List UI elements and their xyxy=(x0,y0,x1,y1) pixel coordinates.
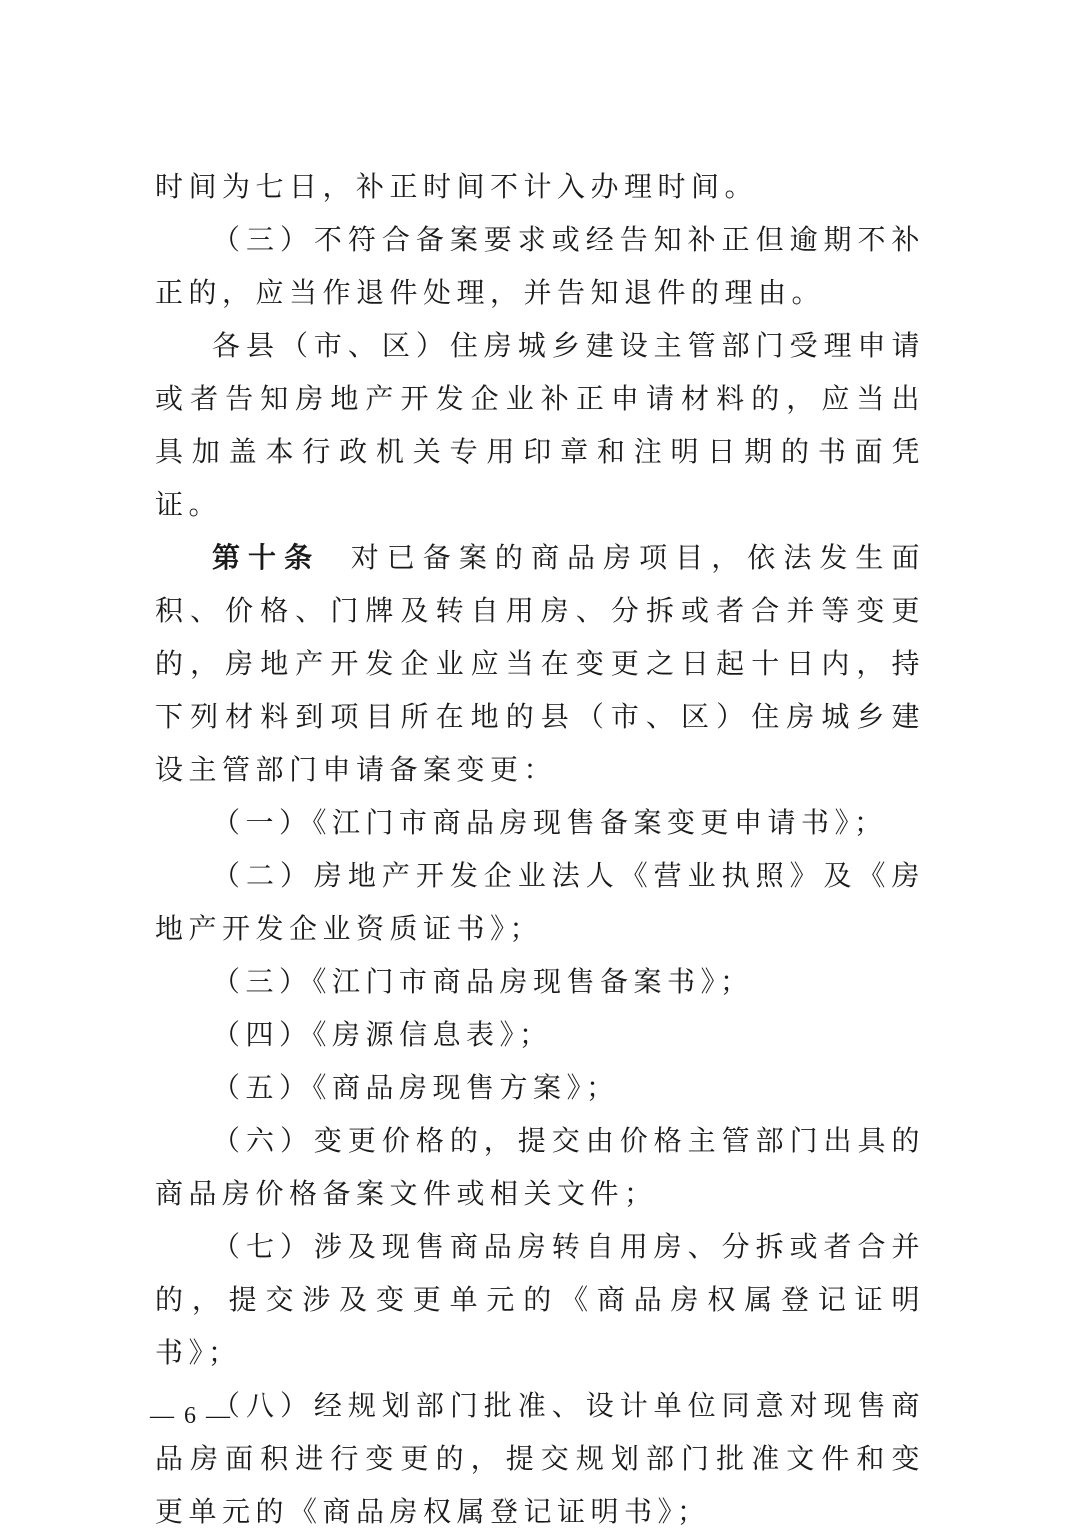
list-item-8: （八）经规划部门批准、设计单位同意对现售商品房面积进行变更的，提交规划部门批准文件和变更单元的《商品房权属登记证明书》； xyxy=(155,1389,925,1528)
article-heading: 第十条 xyxy=(212,541,321,574)
list-item-7: （七）涉及现售商品房转自用房、分拆或者合并的，提交涉及变更单元的《商品房权属登记证明书》； xyxy=(155,1230,925,1369)
article-body: 对已备案的商品房项目，依法发生面积、价格、门牌及转自用房、分拆或者合并等变更的，房地产开发企业应当在变更之日起十日内，持下列材料到项目所在地的县（市、区）住房城乡建设主管部门申请备案变更： xyxy=(155,541,925,786)
paragraph-item-3: （三）不符合备案要求或经告知补正但逾期不补正的，应当作退件处理，并告知退件的理由。 xyxy=(155,223,925,309)
list-item-1: （一）《江门市商品房现售备案变更申请书》； xyxy=(212,806,888,839)
paragraph-county-departments: 各县（市、区）住房城乡建设主管部门受理申请或者告知房地产开发企业补正申请材料的，应当出具加盖本行政机关专用印章和注明日期的书面凭证。 xyxy=(155,329,925,521)
page-number: — 6 — xyxy=(150,1403,232,1429)
list-item-6: （六）变更价格的，提交由价格主管部门出具的商品房价格备案文件或相关文件； xyxy=(155,1124,925,1210)
list-item-3: （三）《江门市商品房现售备案书》； xyxy=(212,965,754,998)
paragraph-article-10 xyxy=(155,531,925,796)
list-item-5: （五）《商品房现售方案》； xyxy=(212,1071,620,1104)
list-item-4: （四）《房源信息表》； xyxy=(212,1018,553,1051)
document-body xyxy=(155,160,925,1538)
paragraph-continuation: 时间为七日，补正时间不计入办理时间。 xyxy=(155,170,759,203)
list-item-2: （二）房地产开发企业法人《营业执照》及《房地产开发企业资质证书》； xyxy=(155,859,925,945)
